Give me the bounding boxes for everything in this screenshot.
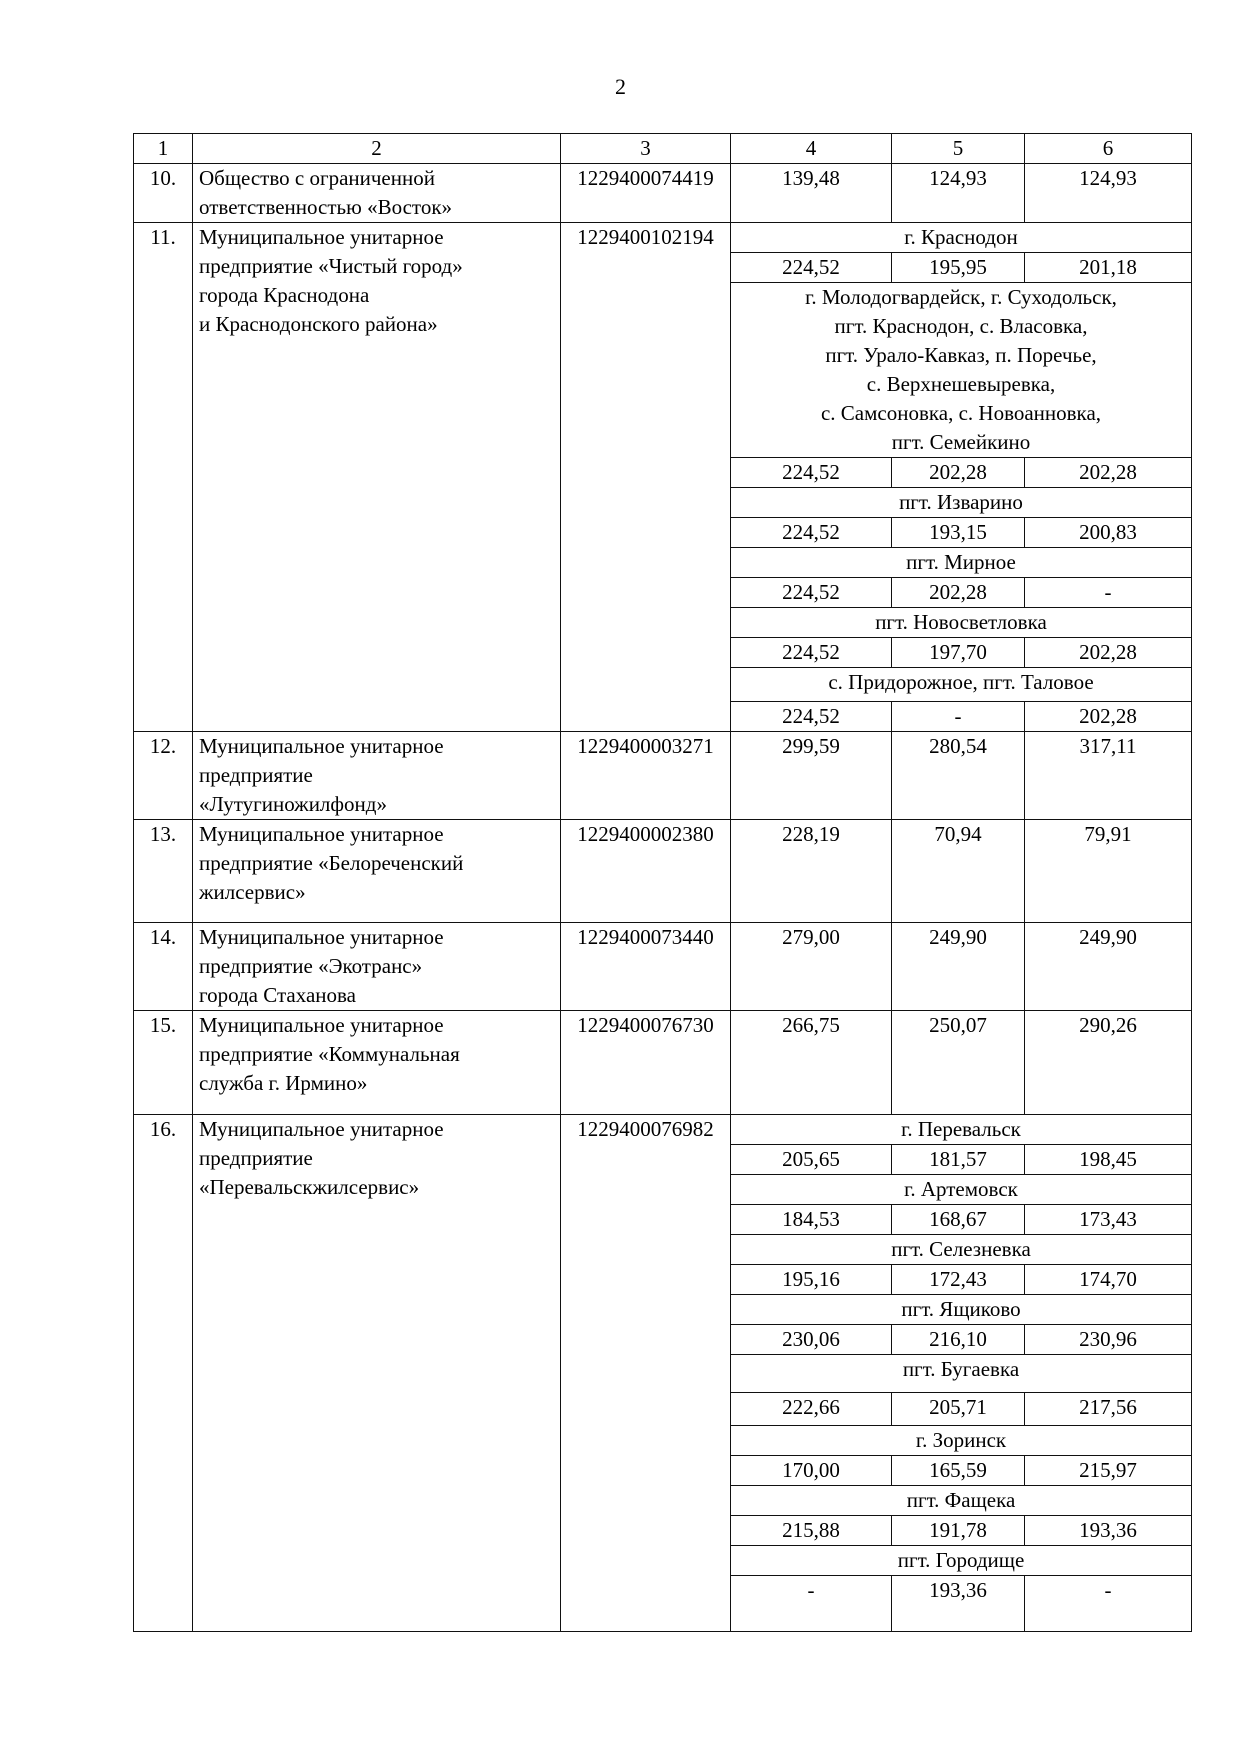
value-col5: 168,67 bbox=[892, 1205, 1025, 1235]
value-col6: 124,93 bbox=[1025, 164, 1192, 223]
row-number: 15. bbox=[134, 1011, 193, 1115]
value-col4: 228,19 bbox=[731, 820, 892, 923]
name-line: Муниципальное унитарное bbox=[199, 734, 444, 758]
value-col4: 299,59 bbox=[731, 732, 892, 820]
value-col6: 290,26 bbox=[1025, 1011, 1192, 1115]
value-col4: 224,52 bbox=[731, 578, 892, 608]
ogrn: 1229400076982 bbox=[561, 1115, 731, 1632]
row-number: 16. bbox=[134, 1115, 193, 1632]
value-col4: 215,88 bbox=[731, 1516, 892, 1546]
value-col6: 202,28 bbox=[1025, 458, 1192, 488]
table-row bbox=[134, 1011, 1192, 1115]
value-col4: 224,52 bbox=[731, 638, 892, 668]
value-col5: 124,93 bbox=[892, 164, 1025, 223]
name-line: города Краснодона bbox=[199, 283, 370, 307]
location-label: пгт. Городище bbox=[731, 1546, 1192, 1576]
location-label: пгт. Мирное bbox=[731, 548, 1192, 578]
name-line: предприятие «Экотранс» bbox=[199, 954, 423, 978]
col-header-5: 5 bbox=[892, 134, 1025, 164]
location-line: с. Самсоновка, с. Новоанновка, bbox=[820, 401, 1102, 425]
value-col5: 191,78 bbox=[892, 1516, 1025, 1546]
location-label bbox=[731, 283, 1192, 458]
value-col4: 195,16 bbox=[731, 1265, 892, 1295]
name-line: «Лутугиножилфонд» bbox=[199, 792, 387, 816]
name-line: предприятие «Коммунальная bbox=[199, 1042, 460, 1066]
page-number: 2 bbox=[615, 74, 626, 99]
location-label: пгт. Фащека bbox=[731, 1486, 1192, 1516]
location-label: пгт. Ящиково bbox=[731, 1295, 1192, 1325]
table-row bbox=[134, 923, 1192, 1011]
value-col5: 172,43 bbox=[892, 1265, 1025, 1295]
value-col4: 279,00 bbox=[731, 923, 892, 1011]
table-row bbox=[134, 820, 1192, 923]
location-label: с. Придорожное, пгт. Таловое bbox=[731, 668, 1192, 702]
value-col6: 200,83 bbox=[1025, 518, 1192, 548]
value-col6: 202,28 bbox=[1025, 638, 1192, 668]
location-label: г. Зоринск bbox=[731, 1426, 1192, 1456]
value-col6: - bbox=[1025, 578, 1192, 608]
table-row bbox=[134, 164, 1192, 223]
location-label: пгт. Бугаевка bbox=[731, 1355, 1192, 1393]
header-row bbox=[134, 134, 1192, 164]
value-col5: - bbox=[892, 702, 1025, 732]
row-number: 14. bbox=[134, 923, 193, 1011]
organization-name bbox=[193, 164, 561, 223]
value-col5: 197,70 bbox=[892, 638, 1025, 668]
value-col5: 205,71 bbox=[892, 1393, 1025, 1426]
value-col4: 224,52 bbox=[731, 458, 892, 488]
row-number: 13. bbox=[134, 820, 193, 923]
ogrn: 1229400003271 bbox=[561, 732, 731, 820]
location-line: пгт. Краснодон, с. Власовка, bbox=[834, 314, 1088, 338]
name-line: города Стаханова bbox=[199, 983, 356, 1007]
value-col6: 174,70 bbox=[1025, 1265, 1192, 1295]
value-col4: 224,52 bbox=[731, 253, 892, 283]
col-header-6: 6 bbox=[1025, 134, 1192, 164]
col-header-3: 3 bbox=[561, 134, 731, 164]
col-header-4: 4 bbox=[731, 134, 892, 164]
ogrn: 1229400073440 bbox=[561, 923, 731, 1011]
value-col4: 205,65 bbox=[731, 1145, 892, 1175]
name-line: предприятие bbox=[199, 1146, 313, 1170]
name-line: и Краснодонского района» bbox=[199, 312, 438, 336]
col-header-1: 1 bbox=[134, 134, 193, 164]
location-line: пгт. Семейкино bbox=[891, 430, 1031, 454]
col-header-2: 2 bbox=[193, 134, 561, 164]
value-col5: 202,28 bbox=[892, 458, 1025, 488]
name-line: жилсервис» bbox=[199, 880, 306, 904]
value-col5: 70,94 bbox=[892, 820, 1025, 923]
location-label: пгт. Селезневка bbox=[731, 1235, 1192, 1265]
value-col4: 184,53 bbox=[731, 1205, 892, 1235]
table-row bbox=[134, 223, 1192, 253]
name-line: Муниципальное унитарное bbox=[199, 1117, 444, 1141]
value-col4: 224,52 bbox=[731, 518, 892, 548]
value-col6: - bbox=[1025, 1576, 1192, 1632]
value-col5: 249,90 bbox=[892, 923, 1025, 1011]
value-col6: 202,28 bbox=[1025, 702, 1192, 732]
value-col4: 230,06 bbox=[731, 1325, 892, 1355]
value-col4: 222,66 bbox=[731, 1393, 892, 1426]
value-col4: 266,75 bbox=[731, 1011, 892, 1115]
value-col5: 165,59 bbox=[892, 1456, 1025, 1486]
table-row bbox=[134, 732, 1192, 820]
organization-name bbox=[193, 1115, 561, 1632]
location-label: г. Перевальск bbox=[731, 1115, 1192, 1145]
name-line: ответственностью «Восток» bbox=[199, 195, 453, 219]
organization-name bbox=[193, 923, 561, 1011]
value-col5: 181,57 bbox=[892, 1145, 1025, 1175]
value-col5: 216,10 bbox=[892, 1325, 1025, 1355]
value-col4: 139,48 bbox=[731, 164, 892, 223]
value-col5: 195,95 bbox=[892, 253, 1025, 283]
value-col6: 230,96 bbox=[1025, 1325, 1192, 1355]
ogrn: 1229400102194 bbox=[561, 223, 731, 732]
value-col6: 173,43 bbox=[1025, 1205, 1192, 1235]
location-line: пгт. Урало-Кавказ, п. Поречье, bbox=[825, 343, 1097, 367]
value-col5: 280,54 bbox=[892, 732, 1025, 820]
location-line: г. Молодогвардейск, г. Суходольск, bbox=[805, 285, 1117, 309]
name-line: Общество с ограниченной bbox=[199, 166, 435, 190]
value-col6: 79,91 bbox=[1025, 820, 1192, 923]
value-col5: 193,36 bbox=[892, 1576, 1025, 1632]
location-label: пгт. Изварино bbox=[731, 488, 1192, 518]
row-number: 10. bbox=[134, 164, 193, 223]
ogrn: 1229400074419 bbox=[561, 164, 731, 223]
name-line: предприятие «Чистый город» bbox=[199, 254, 463, 278]
name-line: «Перевальскжилсервис» bbox=[199, 1175, 420, 1199]
row-number: 12. bbox=[134, 732, 193, 820]
name-line: предприятие «Белореченский bbox=[199, 851, 464, 875]
ogrn: 1229400076730 bbox=[561, 1011, 731, 1115]
name-line: служба г. Ирмино» bbox=[199, 1071, 368, 1095]
organization-name bbox=[193, 1011, 561, 1115]
value-col6: 249,90 bbox=[1025, 923, 1192, 1011]
organization-name bbox=[193, 732, 561, 820]
table-row bbox=[134, 1115, 1192, 1145]
value-col5: 250,07 bbox=[892, 1011, 1025, 1115]
value-col5: 202,28 bbox=[892, 578, 1025, 608]
value-col6: 198,45 bbox=[1025, 1145, 1192, 1175]
tariff-table bbox=[133, 133, 1192, 1632]
name-line: предприятие bbox=[199, 763, 313, 787]
name-line: Муниципальное унитарное bbox=[199, 925, 444, 949]
value-col6: 201,18 bbox=[1025, 253, 1192, 283]
location-label: г. Артемовск bbox=[731, 1175, 1192, 1205]
value-col5: 193,15 bbox=[892, 518, 1025, 548]
value-col4: - bbox=[731, 1576, 892, 1632]
value-col6: 317,11 bbox=[1025, 732, 1192, 820]
location-label: пгт. Новосветловка bbox=[731, 608, 1192, 638]
ogrn: 1229400002380 bbox=[561, 820, 731, 923]
value-col6: 193,36 bbox=[1025, 1516, 1192, 1546]
location-line: с. Верхнешевыревка, bbox=[866, 372, 1056, 396]
name-line: Муниципальное унитарное bbox=[199, 1013, 444, 1037]
value-col4: 224,52 bbox=[731, 702, 892, 732]
value-col4: 170,00 bbox=[731, 1456, 892, 1486]
value-col6: 217,56 bbox=[1025, 1393, 1192, 1426]
organization-name bbox=[193, 223, 561, 732]
name-line: Муниципальное унитарное bbox=[199, 822, 444, 846]
organization-name bbox=[193, 820, 561, 923]
name-line: Муниципальное унитарное bbox=[199, 225, 444, 249]
value-col6: 215,97 bbox=[1025, 1456, 1192, 1486]
location-label: г. Краснодон bbox=[731, 223, 1192, 253]
row-number: 11. bbox=[134, 223, 193, 732]
